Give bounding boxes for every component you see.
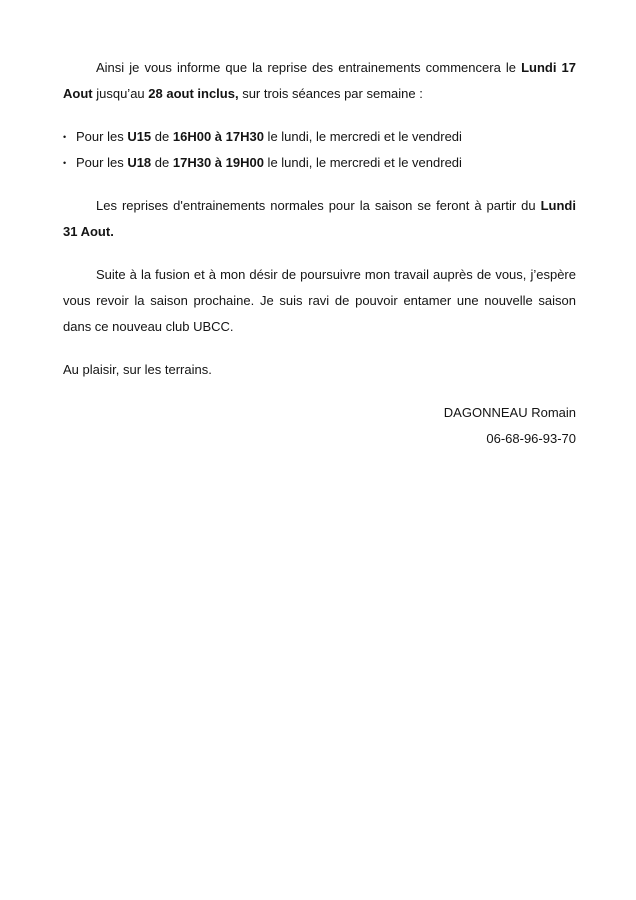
paragraph-reprises: Les reprises d'entrainements normales pour la saison se feront à partir du Lundi 31 Aout. <box>63 198 576 239</box>
bullet-icon: • <box>63 158 67 168</box>
bullet-icon: • <box>63 132 67 142</box>
bullet-text-u18: Pour les U18 de 17H30 à 19H00 le lundi, le mercredi et le vendredi <box>76 155 462 170</box>
signature-name: DAGONNEAU Romain <box>443 405 576 420</box>
signature-block <box>63 400 576 452</box>
bullet-item-u15 <box>63 124 576 150</box>
bullet-list <box>63 124 576 176</box>
bullet-text-u15: Pour les U15 de 16H00 à 17H30 le lundi, le mercredi et le vendredi <box>76 129 462 144</box>
paragraph-closing: Au plaisir, sur les terrains. <box>63 362 212 377</box>
bullet-item-u18 <box>63 150 576 176</box>
paragraph-fusion: Suite à la fusion et à mon désir de poursuivre mon travail auprès de vous, j’espère vous revoir la saison prochaine. Je suis ravi de pouvoir entamer une nouvelle saison dans ce nouveau club UBCC. <box>63 267 576 334</box>
paragraph-intro: Ainsi je vous informe que la reprise des entrainements commencera le Lundi 17 Aout jusqu’au 28 aout inclus, sur trois séances par semaine : <box>63 60 576 101</box>
signature-phone: 06-68-96-93-70 <box>486 431 576 446</box>
